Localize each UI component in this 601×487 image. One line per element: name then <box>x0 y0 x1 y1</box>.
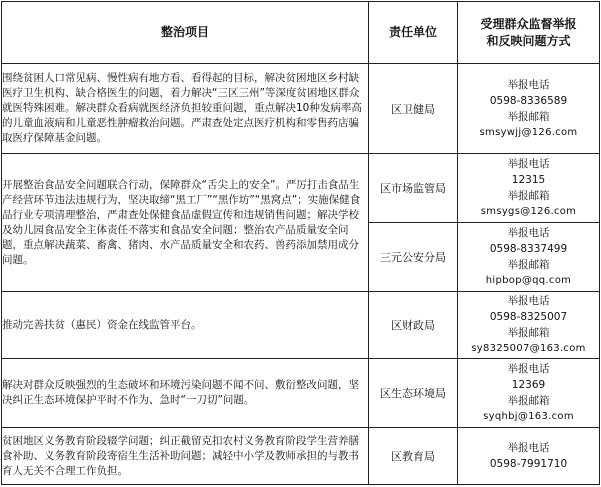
supervision-table <box>1 1 600 485</box>
contact-cell <box>458 428 600 485</box>
table-row <box>2 292 600 359</box>
phone-label: 举报电话 <box>507 363 550 375</box>
unit-cell: 区财政局 <box>369 292 458 359</box>
email-label: 举报邮箱 <box>507 327 550 339</box>
email-label: 举报邮箱 <box>507 190 550 202</box>
phone-label: 举报电话 <box>507 295 550 307</box>
item-cell: 推动完善扶贫（惠民）资金在线监管平台。 <box>2 292 369 359</box>
contact-cell <box>458 292 600 359</box>
table-row <box>2 428 600 485</box>
item-cell: 贫困地区义务教育阶段辍学问题；纠正截留克扣农村义务教育阶段学生营养膳食补助、义务教育阶段寄宿生生活补助问题；减轻中小学及教师承担的与教书育人无关不合理工作负担。 <box>2 428 369 485</box>
contact-cell <box>458 64 600 154</box>
item-cell: 开展整治食品安全问题联合行动，保障群众“舌尖上的安全”。严厉打击食品生产经营环节违法违规行为，坚决取缔“黑工厂”“黑作坊”“黑窝点”；实施保健食品行业专项清理整治，严肃查处保健食品虚假宣传和违规销售问题；解决学校及幼儿园食品安全主体责任不落实和食品安全问题；整治农产品质量安全问题，重点解决蔬菜、畜禽、猪肉、水产品质量安全和农药、兽药添加禁用成分问题。 <box>2 154 369 292</box>
phone-number: 12315 <box>511 174 546 186</box>
email-address: sy8325007@163.com <box>471 343 586 354</box>
contact-cell <box>458 359 600 428</box>
phone-number: 0598-7991710 <box>489 458 568 470</box>
table-row <box>2 359 600 428</box>
phone-number: 0598-8337499 <box>489 243 568 255</box>
unit-cell: 区卫健局 <box>369 64 458 154</box>
table-row <box>2 154 600 223</box>
unit-cell: 区市场监管局 <box>369 154 458 223</box>
email-address: smsygs@126.com <box>480 206 577 217</box>
header-item: 整治项目 <box>2 2 369 64</box>
contact-cell <box>458 154 600 223</box>
email-label: 举报邮箱 <box>507 259 550 271</box>
table-header-row <box>2 2 600 64</box>
header-contact: 受理群众监督举报 和反映问题方式 <box>458 2 600 64</box>
phone-number: 0598-8325007 <box>489 311 568 323</box>
phone-number: 12369 <box>511 379 546 391</box>
table-row <box>2 64 600 154</box>
phone-label: 举报电话 <box>507 78 550 91</box>
phone-label: 举报电话 <box>507 227 550 239</box>
email-address: smsywjj@126.com <box>479 126 578 138</box>
phone-label: 举报电话 <box>507 442 550 454</box>
phone-label: 举报电话 <box>507 158 550 170</box>
item-cell: 围绕贫困人口常见病、慢性病有地方看、看得起的目标，解决贫困地区乡村缺医疗卫生机构、缺合格医生的问题，着力解决“三区三州”等深度贫困地区群众就医特殊困难。解决群众看病就医经济负担较重问题，重点解决10种发病率高的儿童血液病和儿童恶性肿瘤救治问题。严肃查处定点医疗机构和零售药店骗取医疗保障基金问题。 <box>2 64 369 154</box>
email-label: 举报邮箱 <box>507 395 550 407</box>
contact-cell <box>458 223 600 292</box>
email-address: syqhbj@163.com <box>483 411 574 422</box>
item-cell: 解决对群众反映强烈的生态破坏和环境污染问题不闻不问、敷衍整改问题，坚决纠正生态环境保护平时不作为、急时“一刀切”问题。 <box>2 359 369 428</box>
unit-cell: 三元公安分局 <box>369 223 458 292</box>
unit-cell: 区生态环境局 <box>369 359 458 428</box>
header-unit: 责任单位 <box>369 2 458 64</box>
email-address: hipbop@qq.com <box>485 275 572 286</box>
unit-cell: 区教育局 <box>369 428 458 485</box>
phone-number: 0598-8336589 <box>489 94 568 107</box>
email-label: 举报邮箱 <box>507 110 550 123</box>
